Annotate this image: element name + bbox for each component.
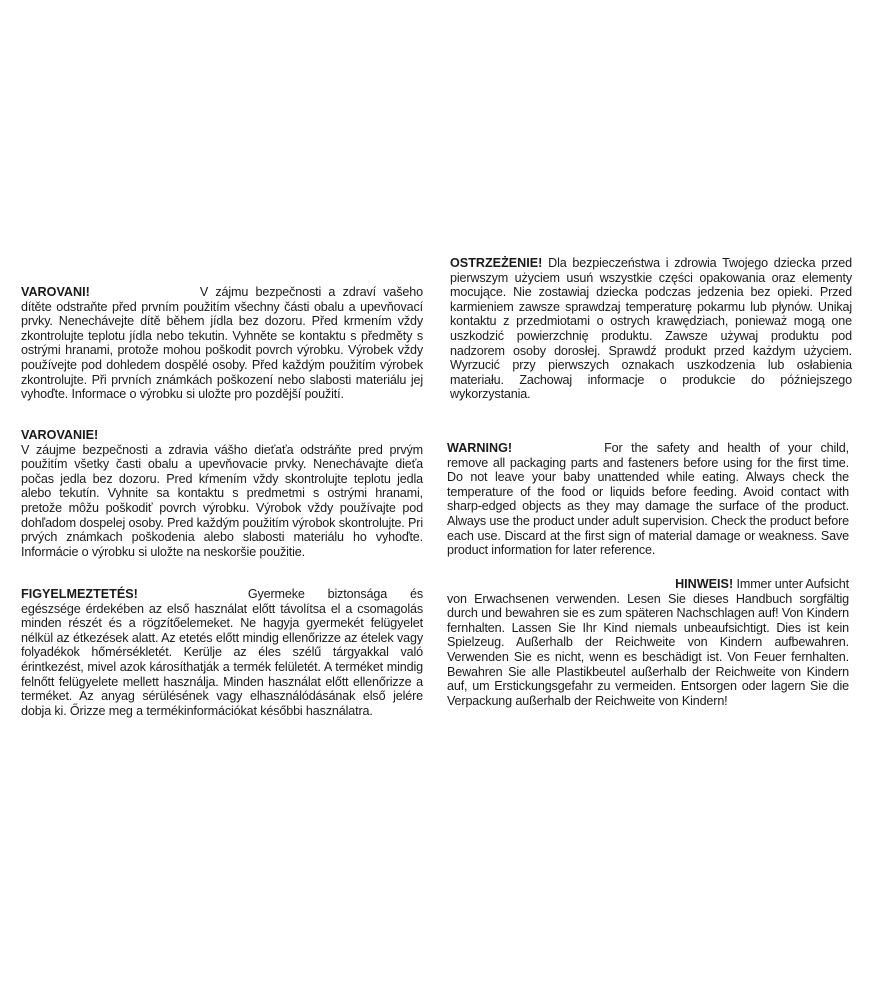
warning-block-en <box>447 441 849 558</box>
warning-title-cz: VAROVANI! <box>21 285 90 299</box>
warning-block-pl <box>450 256 852 402</box>
warning-text-sk: V záujme bezpečnosti a zdravia vášho dieťaťa odstráňte pred prvým použitím všetky časti obalu a upevňovacie prvky. Nenechávajte dieťa počas jedla bez dozoru. Pred kŕmením vždy skontrolujte teplotu jedla alebo tekutín. Vyhnite sa kontaktu s predmetmi s ostrými hranami, pretože môžu poškodiť povrch výrobku. Výrobok vždy používajte pod dohľadom dospelej osoby. Pred každým použitím výrobok skontrolujte. Pri prvých známkach poškodenia alebo slabosti materiálu ho vyhoďte. Informácie o výrobku si uložte na neskoršie použitie. <box>21 442 423 559</box>
warning-title-hu: FIGYELMEZTETÉS! <box>21 587 138 601</box>
warning-title-de: HINWEIS! <box>675 577 734 591</box>
warning-block-cz <box>21 285 423 402</box>
warning-text-hu: Gyermeke biztonsága és egészsége érdekében az első használat előtt távolítsa el a csomagolás minden részét és a rögzítőelemeket. Ne hagyja gyermekét felügyelet nélkül az étkezések alatt. Az etetés előtt mindig ellenőrizze az ételek vagy folyadékok hőmérsékletét. Kerülje az éles szélű tárgyakkal való érintkezést, mivel azok károsíthatják a termék felületét. A terméket mindig felnőtt felügyelete mellett használja. Minden használat előtt ellenőrizze a terméket. Az anyag sérülésének vagy elhasználódásának első jelére dobja ki. Őrizze meg a termékinformációkat későbbi használatra. <box>21 587 423 718</box>
warning-text-en: For the safety and health of your child, remove all packaging parts and fasteners before using for the first time. Do not leave your baby unattended while eating. Always check the temperature of the food or liquids before feeding. Avoid contact with sharp-edged objects as they may damage the surface of the product. Always use the product under adult supervision. Check the product before each use. Discard at the first sign of material damage or weakness. Save product information for later reference. <box>447 441 849 558</box>
warning-text-de-lead: Immer unter Aufsicht <box>736 577 849 591</box>
warning-text-cz: V zájmu bezpečnosti a zdraví vašeho dítěte odstraňte před prvním použitím všechny části obalu a upevňovací prvky. Nenechávejte dítě během jídla bez dozoru. Před krmením vždy zkontrolujte teplotu jídla nebo tekutin. Vyhněte se kontaktu s předměty s ostrými hranami, protože mohou poškodit povrch výrobku. Výrobek vždy používejte pod dohledem dospělé osoby. Před každým použitím výrobek zkontrolujte. Při prvních známkách poškození nebo slabosti materiálu jej vyhoďte. Informace o výrobku si uložte pro pozdější použití. <box>21 285 423 402</box>
warning-text-de: von Erwachsenen verwenden. Lesen Sie dieses Handbuch sorgfältig durch und bewahren sie es zum späteren Nachschlagen auf! Von Kindern fernhalten. Lassen Sie Ihr Kind niemals unbeaufsichtigt. Dies ist kein Spielzeug. Außerhalb der Reichweite von Kindern aufbewahren. Verwenden Sie es nicht, wenn es beschädigt ist. Von Feuer fernhalten. Bewahren Sie alle Plastikbeutel außerhalb der Reichweite von Kindern auf, um Erstickungsgefahr zu vermeiden. Entsorgen oder lagern Sie die Verpackung außerhalb der Reichweite von Kindern! <box>447 591 849 708</box>
warning-block-sk <box>21 428 423 559</box>
warning-text-pl: Dla bezpieczeństwa i zdrowia Twojego dziecka przed pierwszym użyciem usuń wszystkie części opakowania oraz elementy mocujące. Nie zostawiaj dziecka podczas jedzenia bez opieki. Przed karmieniem zawsze sprawdzaj temperaturę pokarmu lub płynów. Unikaj kontaktu z przedmiotami o ostrych krawędziach, ponieważ mogą one uszkodzić powierzchnię produktu. Zawsze używaj produktu pod nadzorem osoby dorosłej. Sprawdź produkt przed każdym użyciem. Wyrzucić przy pierwszych oznakach uszkodzenia lub osłabienia materiału. Zachowaj informacje o produkcie do późniejszego wykorzystania. <box>450 256 852 402</box>
warning-title-pl: OSTRZEŻENIE! <box>450 256 543 270</box>
warning-block-hu <box>21 587 423 718</box>
warning-block-de <box>447 577 849 708</box>
warning-title-sk: VAROVANIE! <box>21 428 99 442</box>
warning-title-en: WARNING! <box>447 441 513 455</box>
